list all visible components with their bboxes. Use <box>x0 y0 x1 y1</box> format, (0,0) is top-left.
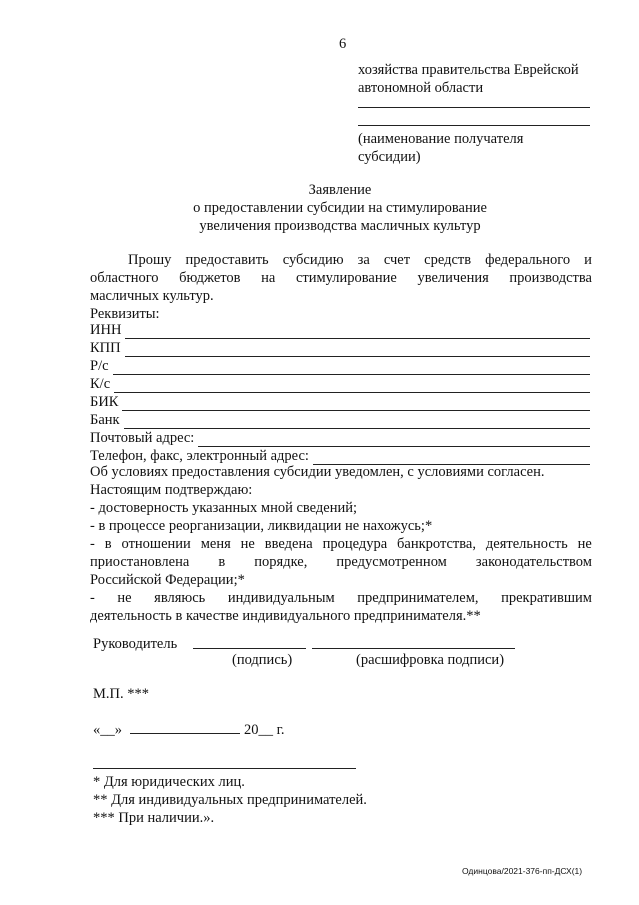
confirm-item-4-line-2: деятельность в качестве индивидуального предпринимателя.** <box>90 608 481 624</box>
intro-line-1-word: федерального <box>485 252 571 268</box>
recipient-blank-line-2 <box>358 125 590 126</box>
confirm-item-3-line-2-word: приостановлена <box>90 554 190 570</box>
confirm-item-3-line-2-word: порядке, <box>254 554 308 570</box>
field-rs[interactable] <box>90 358 590 375</box>
requisites-heading: Реквизиты: <box>90 306 160 322</box>
field-ks[interactable] <box>90 376 590 393</box>
field-ks-label: К/с <box>90 376 111 392</box>
field-rs-label: Р/с <box>90 358 109 374</box>
confirm-item-3-line-2 <box>90 554 592 571</box>
field-rs-line[interactable] <box>113 361 590 375</box>
intro-line-3: масличных культур. <box>90 288 214 304</box>
confirm-item-3-line-1-word: не <box>577 536 592 552</box>
field-bank-line[interactable] <box>124 415 590 429</box>
confirm-item-4-line-1-word: прекратившим <box>501 590 592 606</box>
intro-line-2-word: бюджетов <box>179 270 241 286</box>
date-year: 20__ г. <box>244 722 285 738</box>
signature-decode-caption: (расшифровка подписи) <box>356 652 505 668</box>
confirm-item-4-line-1-word: не <box>117 590 132 606</box>
confirm-item-3-line-1-word: в <box>104 536 112 552</box>
confirm-item-3-line-1-word: процедура <box>322 536 388 552</box>
footnote-3: *** При наличии.». <box>93 810 215 826</box>
title-line-2: о предоставлении субсидии на стимулирование <box>193 200 487 216</box>
field-bank-label: Банк <box>90 412 120 428</box>
document-code: Одинцова/2021-376-пп-ДСХ(1) <box>462 866 583 876</box>
confirm-item-3-line-2-word: законодательством <box>475 554 592 570</box>
field-inn-label: ИНН <box>90 322 122 338</box>
header-line-2: автономной области <box>358 80 484 96</box>
date-day: «__» <box>93 722 122 738</box>
signature-line[interactable] <box>193 648 306 649</box>
signature-label: Руководитель <box>93 636 178 652</box>
confirm-item-4-line-1-word: - <box>90 590 95 606</box>
footnote-1: * Для юридических лиц. <box>93 774 245 790</box>
date-month-line[interactable] <box>130 733 240 734</box>
field-kpp-line[interactable] <box>125 343 590 357</box>
intro-line-1-word: счет <box>383 252 411 268</box>
signature-decode-line[interactable] <box>312 648 515 649</box>
confirm-item-3-line-1-word: введена <box>264 536 313 552</box>
field-contacts-label: Телефон, факс, электронный адрес: <box>90 448 309 464</box>
confirm-item-3-line-1-word: отношении <box>121 536 191 552</box>
intro-line-1-word: за <box>357 252 370 268</box>
field-kpp[interactable] <box>90 340 590 357</box>
confirm-item-4-line-1 <box>90 590 592 607</box>
footnote-2: ** Для индивидуальных предпринимателей. <box>93 792 367 808</box>
field-kpp-label: КПП <box>90 340 121 356</box>
footnote-divider <box>93 768 356 769</box>
intro-line-1-word: Прошу <box>128 252 172 268</box>
notice-text: Об условиях предоставления субсидии уведомлен, с условиями согласен. <box>90 464 545 480</box>
field-ks-line[interactable] <box>114 379 590 393</box>
intro-line-1 <box>128 252 592 269</box>
field-postal-address-label: Почтовый адрес: <box>90 430 195 446</box>
intro-line-1-word: субсидию <box>282 252 344 268</box>
field-bank[interactable] <box>90 412 590 429</box>
recipient-blank-line-1 <box>358 107 590 108</box>
field-contacts[interactable] <box>90 448 590 465</box>
confirm-item-1: - достоверность указанных мной сведений; <box>90 500 358 516</box>
confirm-item-4-line-1-word: являюсь <box>154 590 206 606</box>
header-line-1: хозяйства правительства Еврейской <box>358 62 579 78</box>
confirm-item-3-line-3: Российской Федерации;* <box>90 572 245 588</box>
confirm-item-3-line-1 <box>90 536 592 553</box>
intro-line-1-word: средств <box>424 252 472 268</box>
confirm-item-3-line-2-word: в <box>218 554 226 570</box>
intro-line-2-word: стимулирование <box>295 270 397 286</box>
confirm-item-4-line-1-word: предпринимателем, <box>357 590 479 606</box>
recipient-caption-line-2: субсидии) <box>358 149 421 165</box>
title-line-3: увеличения производства масличных культур <box>199 218 481 234</box>
confirm-heading: Настоящим подтверждаю: <box>90 482 253 498</box>
intro-line-2 <box>90 270 592 287</box>
title-heading: Заявление <box>308 182 372 198</box>
field-bik-label: БИК <box>90 394 119 410</box>
field-bik-line[interactable] <box>122 397 590 411</box>
field-contacts-line[interactable] <box>313 451 590 465</box>
confirm-item-3-line-1-word: деятельность <box>485 536 568 552</box>
field-postal-address-line[interactable] <box>198 433 590 447</box>
field-bik[interactable] <box>90 394 590 411</box>
field-inn[interactable] <box>90 322 590 339</box>
confirm-item-2: - в процессе реорганизации, ликвидации не нахожусь;* <box>90 518 433 534</box>
intro-line-2-word: областного <box>90 270 159 286</box>
confirm-item-3-line-1-word: банкротства, <box>397 536 476 552</box>
confirm-item-3-line-1-word: - <box>90 536 95 552</box>
field-inn-line[interactable] <box>125 325 590 339</box>
signature-caption: (подпись) <box>232 652 293 668</box>
stamp-mark: М.П. *** <box>93 686 149 702</box>
intro-line-2-word: на <box>261 270 276 286</box>
intro-line-2-word: производства <box>509 270 592 286</box>
page-number: 6 <box>339 36 347 52</box>
confirm-item-3-line-1-word: не <box>240 536 255 552</box>
intro-line-1-word: предоставить <box>185 252 269 268</box>
confirm-item-3-line-1-word: меня <box>200 536 231 552</box>
field-postal-address[interactable] <box>90 430 590 447</box>
recipient-caption-line-1: (наименование получателя <box>358 131 524 147</box>
intro-line-2-word: увеличения <box>417 270 489 286</box>
confirm-item-3-line-2-word: предусмотренном <box>336 554 447 570</box>
confirm-item-4-line-1-word: индивидуальным <box>227 590 335 606</box>
intro-line-1-word: и <box>584 252 592 268</box>
